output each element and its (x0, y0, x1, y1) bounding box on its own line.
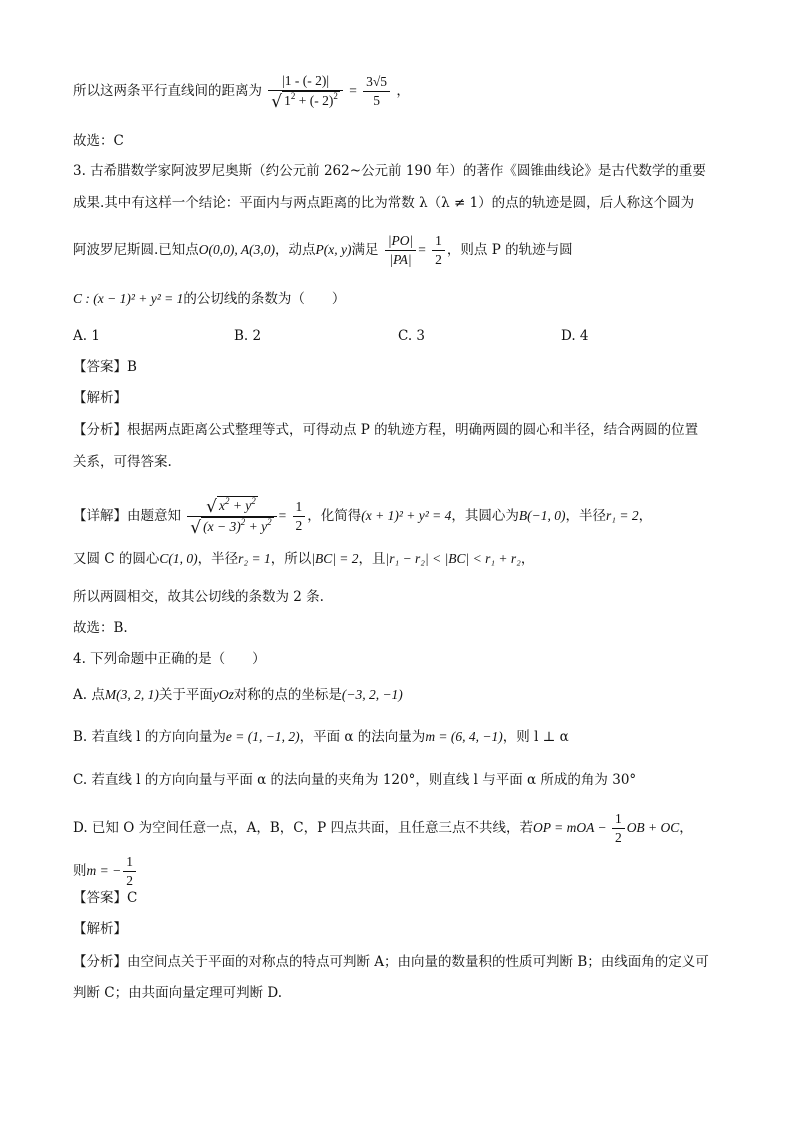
q4-d-vector-expr2: OB + OC (626, 820, 680, 835)
q3-circle-p: (x + 1)² + y² = 4 (361, 508, 452, 523)
q4-fenxi-line2: 判断 C；由共面向量定理可判断 D. (73, 985, 283, 1001)
q3-fenxi-line1: 【分析】根据两点距离公式整理等式，可得动点 P 的轨迹方程，明确两圆的圆心和半径，结合两圆的位置 (73, 422, 699, 438)
q3-radius2-text: ，半径 (197, 551, 239, 567)
q3-simplify-text: ，化简得 (307, 508, 362, 524)
q3-detail-num: √ $x^2 + y^2$ (187, 496, 276, 517)
q3-ratio-fraction (385, 232, 416, 269)
q4-a-text3: 对称的点的坐标是 (233, 687, 342, 703)
q3-trajectory-text: ，则点 P 的轨迹与圆 (446, 242, 573, 258)
q3-fenxi-line2: 关系，可得答案. (73, 454, 172, 470)
q3-half-den: 2 (435, 252, 442, 267)
q3-detail-den: √ $(x - 3)^2 + y^2$ (190, 517, 272, 538)
q3-ratio-den: |PA| (389, 252, 412, 267)
q3-circle-eq: C : (x − 1)² + y² = 1 (73, 291, 184, 306)
q4-a-plane: yOz (212, 687, 234, 702)
q4-answer: 【答案】C (73, 890, 138, 906)
q3-bc-length: |BC| = 2 (311, 551, 359, 566)
q3-ratio-num: |PO| (385, 232, 416, 251)
q4-d-then: 则 (73, 863, 87, 879)
q3-comma2: ， (520, 551, 535, 567)
q4-d-neg-half: $\frac{1}{2}$ (123, 853, 136, 890)
q3-analysis-heading: 【解析】 (73, 390, 127, 406)
q4-b-vector-m: m = (6, 4, −1) (425, 729, 503, 744)
q4-d-m-value: m = − (86, 863, 122, 878)
q3-detail-half: $\frac{1}{2}$ (293, 498, 306, 535)
q3-moving-text: ，动点 (275, 242, 316, 258)
q3-line1: 3. 古希腊数学家阿波罗尼奥斯（约公元前 262~公元前 190 年）的著作《圆锥曲线论》是古代数学的重要 (73, 163, 706, 179)
q3-option-c: C. 3 (398, 328, 426, 344)
q4-b-text3: ，则 l ⊥ α (502, 729, 569, 745)
q3-point-p: P(x, y) (315, 242, 352, 257)
q3-detail-text: 【详解】由题意知 (73, 508, 181, 524)
q3-line2: 成果.其中有这样一个结论：平面内与两点距离的比为常数 λ（λ ≠ 1）的点的轨迹是圆，后人称这个圆为 (73, 195, 695, 211)
q4-a-text1: A. 点 (73, 687, 105, 703)
q3-question-text: 的公切线的条数为（ ） (183, 291, 346, 307)
q3-inequality: |r₁ − r₂| < |BC| < r₁ + r₂ (385, 551, 521, 566)
q4-a-text2: 关于平面 (158, 687, 213, 703)
q3-circle-c-text: 又圆 C 的圆心 (73, 551, 160, 567)
q3-final: 故选：B. (73, 620, 128, 636)
den-plus: + (298, 93, 307, 108)
den-one: 1 (284, 93, 291, 108)
distance-fraction (268, 72, 343, 111)
q4-d-vector-expr1: OP = mOA − (532, 820, 610, 835)
q4-b-text1: B. 若直线 l 的方向向量为 (73, 729, 226, 745)
q4-a-coord: (−3, 2, −1) (341, 687, 403, 702)
q3-radius-r2: r₂ = 1 (238, 551, 271, 566)
q3-points: O(0,0), A(3,0) (198, 242, 276, 257)
q3-line3-text: 阿波罗尼斯圆.已知点 (73, 242, 199, 258)
q3-conclusion: 所以两圆相交，故其公切线的条数为 2 条. (73, 589, 324, 605)
q3-detail-fraction (187, 496, 276, 537)
q3-option-d: D. 4 (561, 328, 589, 344)
q3-answer: 【答案】B (73, 359, 137, 375)
q4-fenxi-line1: 【分析】由空间点关于平面的对称点的特点可判断 A；由向量的数量积的性质可判断 B；由线面角的定义可 (73, 954, 709, 970)
q4-title: 4. 下列命题中正确的是（ ） (73, 651, 266, 667)
q3-line3: 阿波罗尼斯圆.已知点O(0,0), A(3,0)，动点P(x, y)满足 $\frac{|PO|}{|PA|}$ = $\frac{1}{2}$ ，则点 P 的轨迹与圆 (73, 233, 573, 267)
result-numerator: 3√5 (363, 73, 390, 92)
distance-numerator: |1 - (- 2)| (268, 72, 343, 91)
distance-text: 所以这两条平行直线间的距离为 (73, 83, 262, 99)
q4-option-d-line2 (73, 853, 138, 890)
q3-center-c: C(1, 0) (159, 551, 198, 566)
q4-option-b (73, 727, 569, 747)
comma: ， (396, 83, 410, 99)
q4-option-c: C. 若直线 l 的方向向量与平面 α 的法向量的夹角为 120°，则直线 l 与平面 α 所成的角为 30° (73, 772, 637, 788)
answer-c-line: 故选：C (73, 133, 124, 149)
distance-line (73, 72, 410, 111)
q3-line4 (73, 289, 345, 309)
q3-satisfy-text: 满足 (351, 242, 379, 258)
q3-radius-text: ，半径 (565, 508, 607, 524)
result-fraction (363, 73, 390, 110)
q3-half-fraction (432, 232, 445, 269)
q4-d-half: $\frac{1}{2}$ (612, 810, 625, 847)
q3-center-text: ，其圆心为 (451, 508, 519, 524)
q3-option-b: B. 2 (234, 328, 262, 344)
q3-center-b: B(−1, 0) (518, 508, 566, 523)
q3-r2-line (73, 549, 534, 569)
den-minus-two: (- 2) (309, 93, 334, 108)
q3-so-text: ，所以 (270, 551, 312, 567)
q3-radius-r1: r₁ = 2 (606, 508, 639, 523)
q3-detail-line: 【详解】由题意知 $\frac{√ x^2 + y^2}{√ (x - 3)^2 + y^2}$ = $\frac{1}{2}$ ，化简得(x + 1)² + y² = 4，其圆心为B(−1, 0)，半径r₁ = 2， (73, 496, 653, 538)
equals-sign: = (349, 83, 357, 98)
q4-b-text2: ，平面 α 的法向量为 (299, 729, 426, 745)
q4-a-point: M(3, 2, 1) (104, 687, 159, 702)
q3-comma: ， (638, 508, 653, 524)
q4-b-vector-e: e = (1, −1, 2) (225, 729, 300, 744)
q3-option-a: A. 1 (73, 328, 100, 344)
q4-d-comma: ， (679, 820, 693, 836)
q4-option-d (73, 810, 693, 847)
q4-analysis-heading: 【解析】 (73, 921, 127, 937)
q4-option-a (73, 685, 403, 705)
distance-denominator: √ $1^2$ + (- 2)$^2$ (271, 91, 338, 112)
result-denominator: 5 (373, 93, 380, 108)
q4-d-text1: D. 已知 O 为空间任意一点，A，B，C，P 四点共面，且任意三点不共线，若 (73, 820, 533, 836)
q3-half-num: 1 (432, 232, 445, 251)
q3-and-text: ，且 (358, 551, 386, 567)
